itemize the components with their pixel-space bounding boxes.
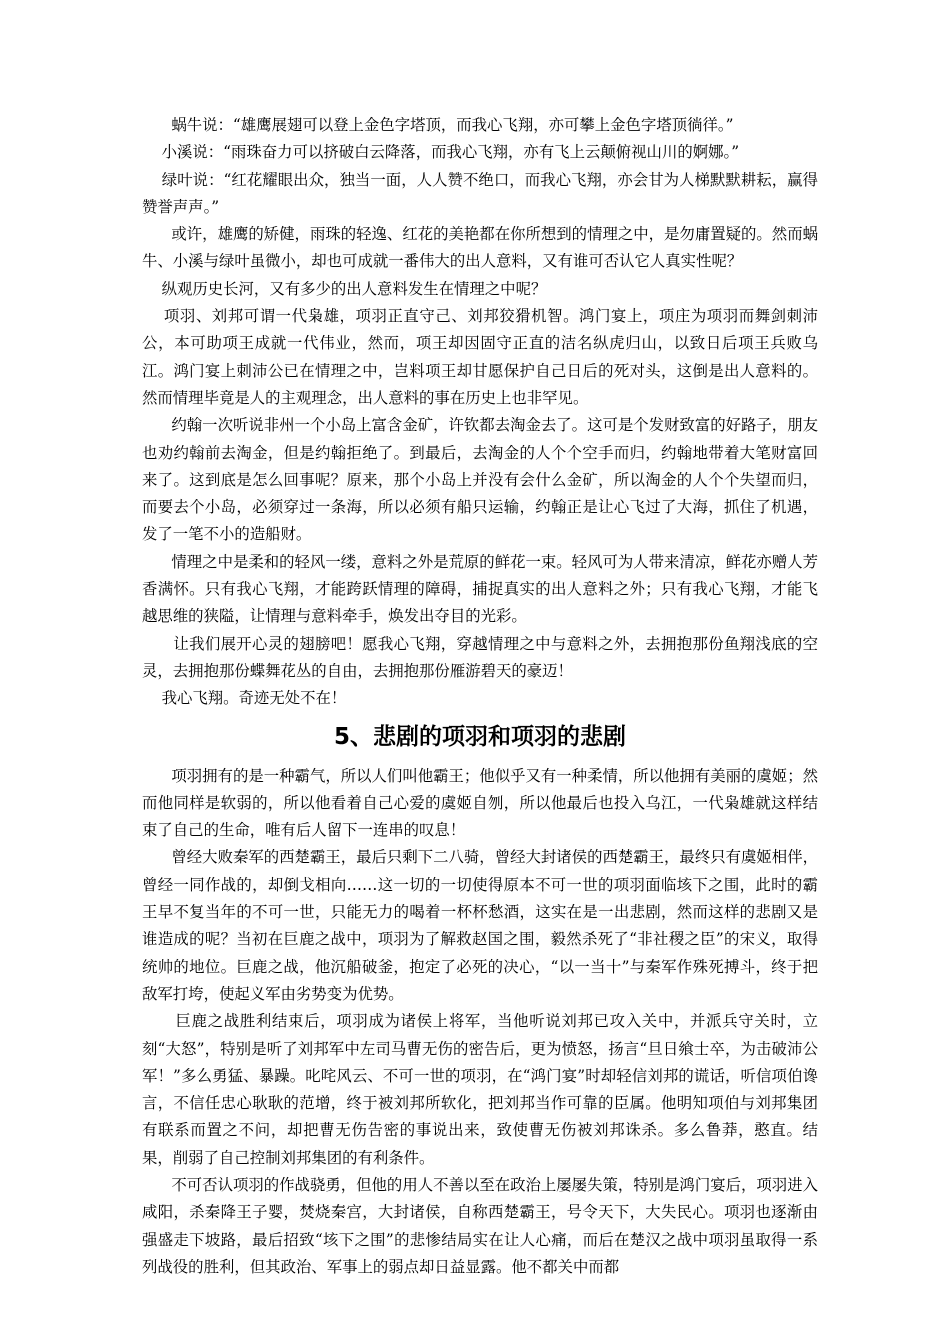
paragraph: 小溪说：“雨珠奋力可以挤破白云降落，而我心飞翔，亦有飞上云颠俯视山川的婀娜。” [142, 143, 740, 162]
paragraph: 巨鹿之战胜利结束后，项羽成为诸侯上将军，当他听说刘邦已攻入关中，并派兵守关时，立刻“大怒”，特别是听了刘邦军中左司马曹无伤的密告后，更为愤怒，扬言“旦日飨士卒，为击破沛公军！”多么勇猛、暴躁。叱咤风云、不可一世的项羽，在“鸿门宴”时却轻信刘邦的谎话，听信项伯谗言，不信任忠心耿耿的范增，终于被刘邦所软化，把刘邦当作可靠的臣属。他明知项伯与刘邦集团有联系而置之不问，却把曹无伤告密的事说出来，致使曹无伤被刘邦诛杀。多么鲁莽，憨直。结果，削弱了自己控制刘邦集团的有利条件。 [142, 1012, 818, 1167]
paragraph: 我心飞翔。奇迹无处不在！ [142, 689, 347, 708]
essay-section [142, 112, 818, 713]
paragraph: 项羽、刘邦可谓一代枭雄，项羽正直守己、刘邦狡猾机智。鸿门宴上，项庄为项羽而舞剑刺沛公，本可助项王成就一代伟业，然而，项王却因固守正直的洁名纵虎归山，以致日后项王兵败乌江。鸿门宴上刺沛公已在情理之中，岂料项王却甘愿保护自己日后的死对头，这倒是出人意料的。然而情理毕竟是人的主观理念，出人意料的事在历史上也非罕见。 [142, 307, 818, 407]
paragraph: 蜗牛说：“雄鹰展翅可以登上金色字塔顶，而我心飞翔，亦可攀上金色字塔顶徜徉。” [142, 116, 734, 134]
paragraph: 或许，雄鹰的矫健，雨珠的轻逸、红花的美艳都在你所想到的情理之中，是勿庸置疑的。然而蜗牛、小溪与绿叶虽微小，却也可成就一番伟大的出人意料，又有谁可否认它人真实性呢？ [142, 225, 818, 271]
paragraph: 让我们展开心灵的翅膀吧！愿我心飞翔，穿越情理之中与意料之外，去拥抱那份鱼翔浅底的空灵，去拥抱那份蝶舞花丛的自由，去拥抱那份雁游碧天的豪迈！ [142, 634, 818, 680]
paragraph: 曾经大败秦军的西楚霸王，最后只剩下二八骑，曾经大封诸侯的西楚霸王，最终只有虞姬相伴，曾经一同作战的，却倒戈相向……这一切的一切使得原本不可一世的项羽面临垓下之围，此时的霸王早不复当年的不可一世，只能无力的喝着一杯杯愁酒，这实在是一出悲剧，然而这样的悲剧又是谁造成的呢？当初在巨鹿之战中，项羽为了解救赵国之围，毅然杀死了“非社稷之臣”的宋义，取得统帅的地位。巨鹿之战，他沉船破釜，抱定了必死的决心，“以一当十”与秦军作殊死搏斗，终于把敌军打垮，使起义军由劣势变为优势。 [142, 848, 818, 1003]
paragraph: 约翰一次听说非州一个小岛上富含金矿，许钦都去淘金去了。这可是个发财致富的好路子，朋友也劝约翰前去淘金，但是约翰拒绝了。到最后，去淘金的人个个空手而归，约翰地带着大笔财富回来了。这到底是怎么回事呢？原来，那个小岛上并没有会什么金矿，所以淘金的人个个失望而归，而要去个小岛，必须穿过一条海，所以必须有船只运输，约翰正是让心飞过了大海，抓住了机遇，发了一笔不小的造船财。 [142, 416, 818, 544]
essay-section [142, 763, 818, 1282]
paragraph: 纵观历史长河，又有多少的出人意料发生在情理之中呢？ [142, 279, 547, 298]
section-title: 5、悲剧的项羽和项羽的悲剧 [333, 723, 626, 750]
document-page [142, 112, 818, 1281]
paragraph: 情理之中是柔和的轻风一缕，意料之外是荒原的鲜花一束。轻风可为人带来清凉，鲜花亦赠人芳香满怀。只有我心飞翔，才能跨跃情理的障碍，捕捉真实的出人意料之外；只有我心飞翔，才能飞越思维的狭隘，让情理与意料牵手，焕发出夺目的光彩。 [142, 552, 818, 626]
paragraph: 不可否认项羽的作战骁勇，但他的用人不善以至在政治上屡屡失策，特别是鸿门宴后，项羽进入咸阳，杀秦降王子婴，焚烧秦宫，大封诸侯，自称西楚霸王，号令天下，大失民心。项羽也逐渐由强盛走下坡路，最后招致“垓下之围”的悲惨结局实在让人心痛，而后在楚汉之战中项羽虽取得一系列战役的胜利，但其政治、军事上的弱点却日益显露。他不都关中而都 [142, 1175, 818, 1276]
paragraph: 项羽拥有的是一种霸气，所以人们叫他霸王；他似乎又有一种柔情，所以他拥有美丽的虞姬；然而他同样是软弱的，所以他看着自己心爱的虞姬自刎，所以他最后也投入乌江，一代枭雄就这样结束了自己的生命，唯有后人留下一连串的叹息！ [142, 766, 818, 840]
paragraph: 绿叶说：“红花耀眼出众，独当一面，人人赞不绝口，而我心飞翔，亦会甘为人梯默默耕耘，赢得赞誉声声。” [142, 170, 818, 216]
